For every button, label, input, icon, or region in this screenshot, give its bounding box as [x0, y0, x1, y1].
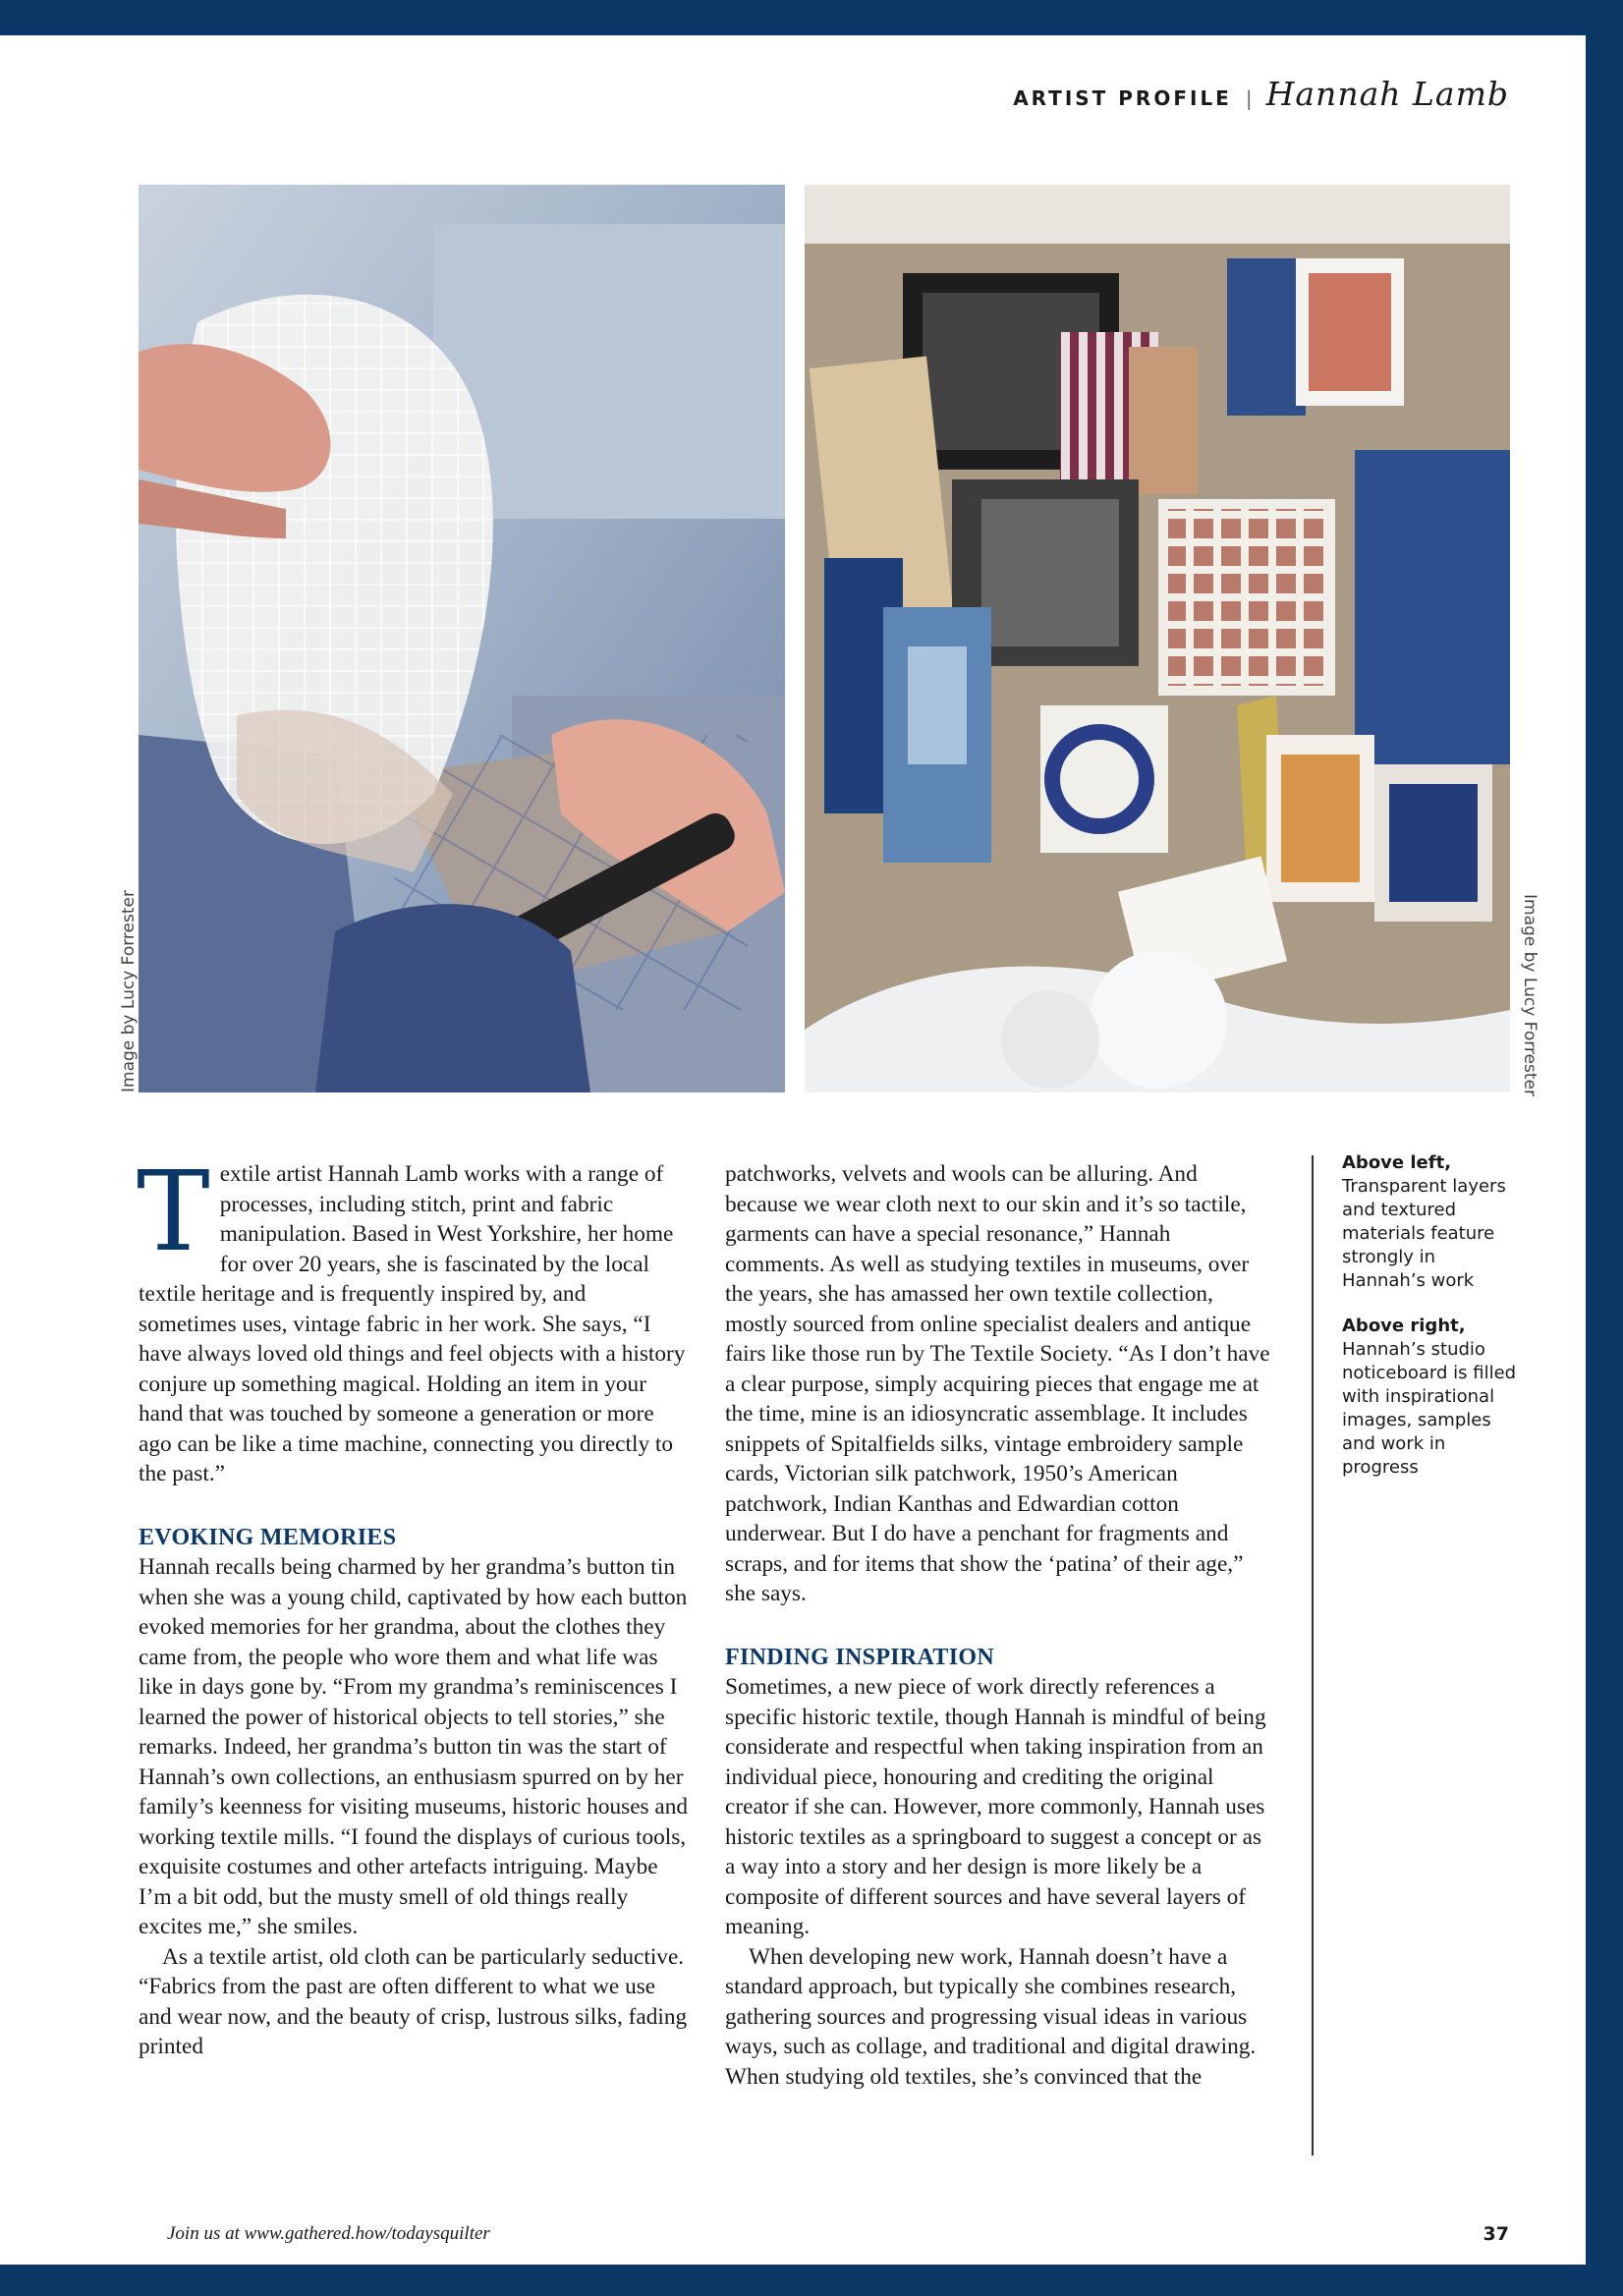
- intro-text: extile artist Hannah Lamb works with a range of processes, including stitch, print and fabric manipulation. Based in West Yorkshire, her home for over 20 years, she is fascinated by the local textile heritage and is frequently inspired by, and sometimes uses, vintage fabric in her work. She says, “I have always loved old things and feel objects with a history conjure up something magical. Holding an item in your hand that was touched by someone a generation or more ago can be like a time machine, connecting you directly to the past.”: [139, 1161, 686, 1486]
- body-paragraph: When developing new work, Hannah doesn’t have a standard approach, but typically she combines research, gathering sources and progressing visual ideas in various ways, such as collage, and traditional and digital drawing. When studying old textiles, she’s convinced that the: [725, 1943, 1257, 2090]
- photo-credit-left: Image by Lucy Forrester: [119, 890, 139, 1092]
- header-separator: |: [1245, 86, 1253, 110]
- intro-paragraph: [137, 1148, 689, 1489]
- footer-website: Join us at www.gathered.how/todaysquilter: [167, 2223, 490, 2244]
- photo-fabric-hands: [139, 185, 785, 1092]
- caption-right-photo: [1342, 1315, 1519, 1480]
- body-paragraph: Sometimes, a new piece of work directly references a specific historic textile, though Hannah is mindful of being considerate and respectful when taking inspiration from an individual piece, honouring and crediting the original creator if she can. However, more commonly, Hannah uses historic textiles as a springboard to suggest a concept or as a way into a story and her design is more likely be a composite of different sources and have several layers of meaning.: [725, 1674, 1266, 1939]
- column-divider: [1312, 1155, 1314, 2156]
- body-paragraph: As a textile artist, old cloth can be particularly seductive. “Fabrics from the past are often different to what we use and wear now, and the beauty of crisp, lustrous silks, fading printed: [139, 1943, 688, 2059]
- caption-right-text: Hannah’s studio noticeboard is filled with inspirational images, samples and work in progress: [1342, 1339, 1517, 1478]
- body-paragraph: patchworks, velvets and wools can be alluring. And because we wear cloth next to our skin and it’s so tactile, garments can have a special resonance,” Hannah comments. As well as studying textiles in museums, over the years, she has amassed her own textile collection, mostly sourced from online specialist dealers and antique fairs like those run by The Textile Society. “As I don’t have a clear purpose, simply acquiring pieces that engage me at the time, mine is an idiosyncratic assemblage. It includes snippets of Spitalfields silks, vintage embroidery sample cards, Victorian silk patchwork, 1950’s American patchwork, Indian Kanthas and Edwardian cotton underwear. But I do have a penchant for fragments and scraps, and for items that show the ‘patina’ of their age,” she says.: [725, 1161, 1270, 1606]
- caption-right-title: Above right,: [1342, 1316, 1466, 1336]
- page-frame-top: [0, 0, 1623, 35]
- article-column-1: [137, 1148, 689, 2062]
- page-frame-bottom: [0, 2265, 1623, 2296]
- section-label: ARTIST PROFILE: [1013, 86, 1232, 110]
- page-frame-right: [1586, 0, 1623, 2296]
- photo-studio-noticeboard: [805, 185, 1510, 1092]
- photo-captions: [1342, 1151, 1519, 1501]
- running-header: [1013, 75, 1509, 113]
- caption-left-title: Above left,: [1342, 1152, 1452, 1173]
- body-paragraph: Hannah recalls being charmed by her grandma’s button tin when she was a young child, captivated by how each button evoked memories for her grandma, about the clothes they came from, the people who wore them and what life was like in days gone by. “From my grandma’s reminiscences I learned the power of historical objects to tell stories,” she remarks. Indeed, her grandma’s button tin was the start of Hannah’s own collections, an enthusiasm spurred on by her family’s keenness for visiting museums, historic houses and working textile mills. “I found the displays of curious tools, exquisite costumes and other artefacts intriguing. Maybe I’m a bit odd, but the musty smell of old things really excites me,” she smiles.: [139, 1554, 689, 1939]
- heading-evoking-memories: EVOKING MEMORIES: [139, 1524, 397, 1550]
- caption-left-text: Transparent layers and textured materials feature strongly in Hannah’s work: [1342, 1176, 1506, 1291]
- photo-credit-right: Image by Lucy Forrester: [1520, 894, 1539, 1096]
- artist-name: Hannah Lamb: [1265, 75, 1509, 113]
- heading-finding-inspiration: FINDING INSPIRATION: [725, 1644, 994, 1670]
- caption-left-photo: [1342, 1151, 1519, 1293]
- article-column-2: [725, 1159, 1275, 2092]
- page-number: 37: [1483, 2223, 1509, 2245]
- drop-cap: T: [137, 1148, 210, 1276]
